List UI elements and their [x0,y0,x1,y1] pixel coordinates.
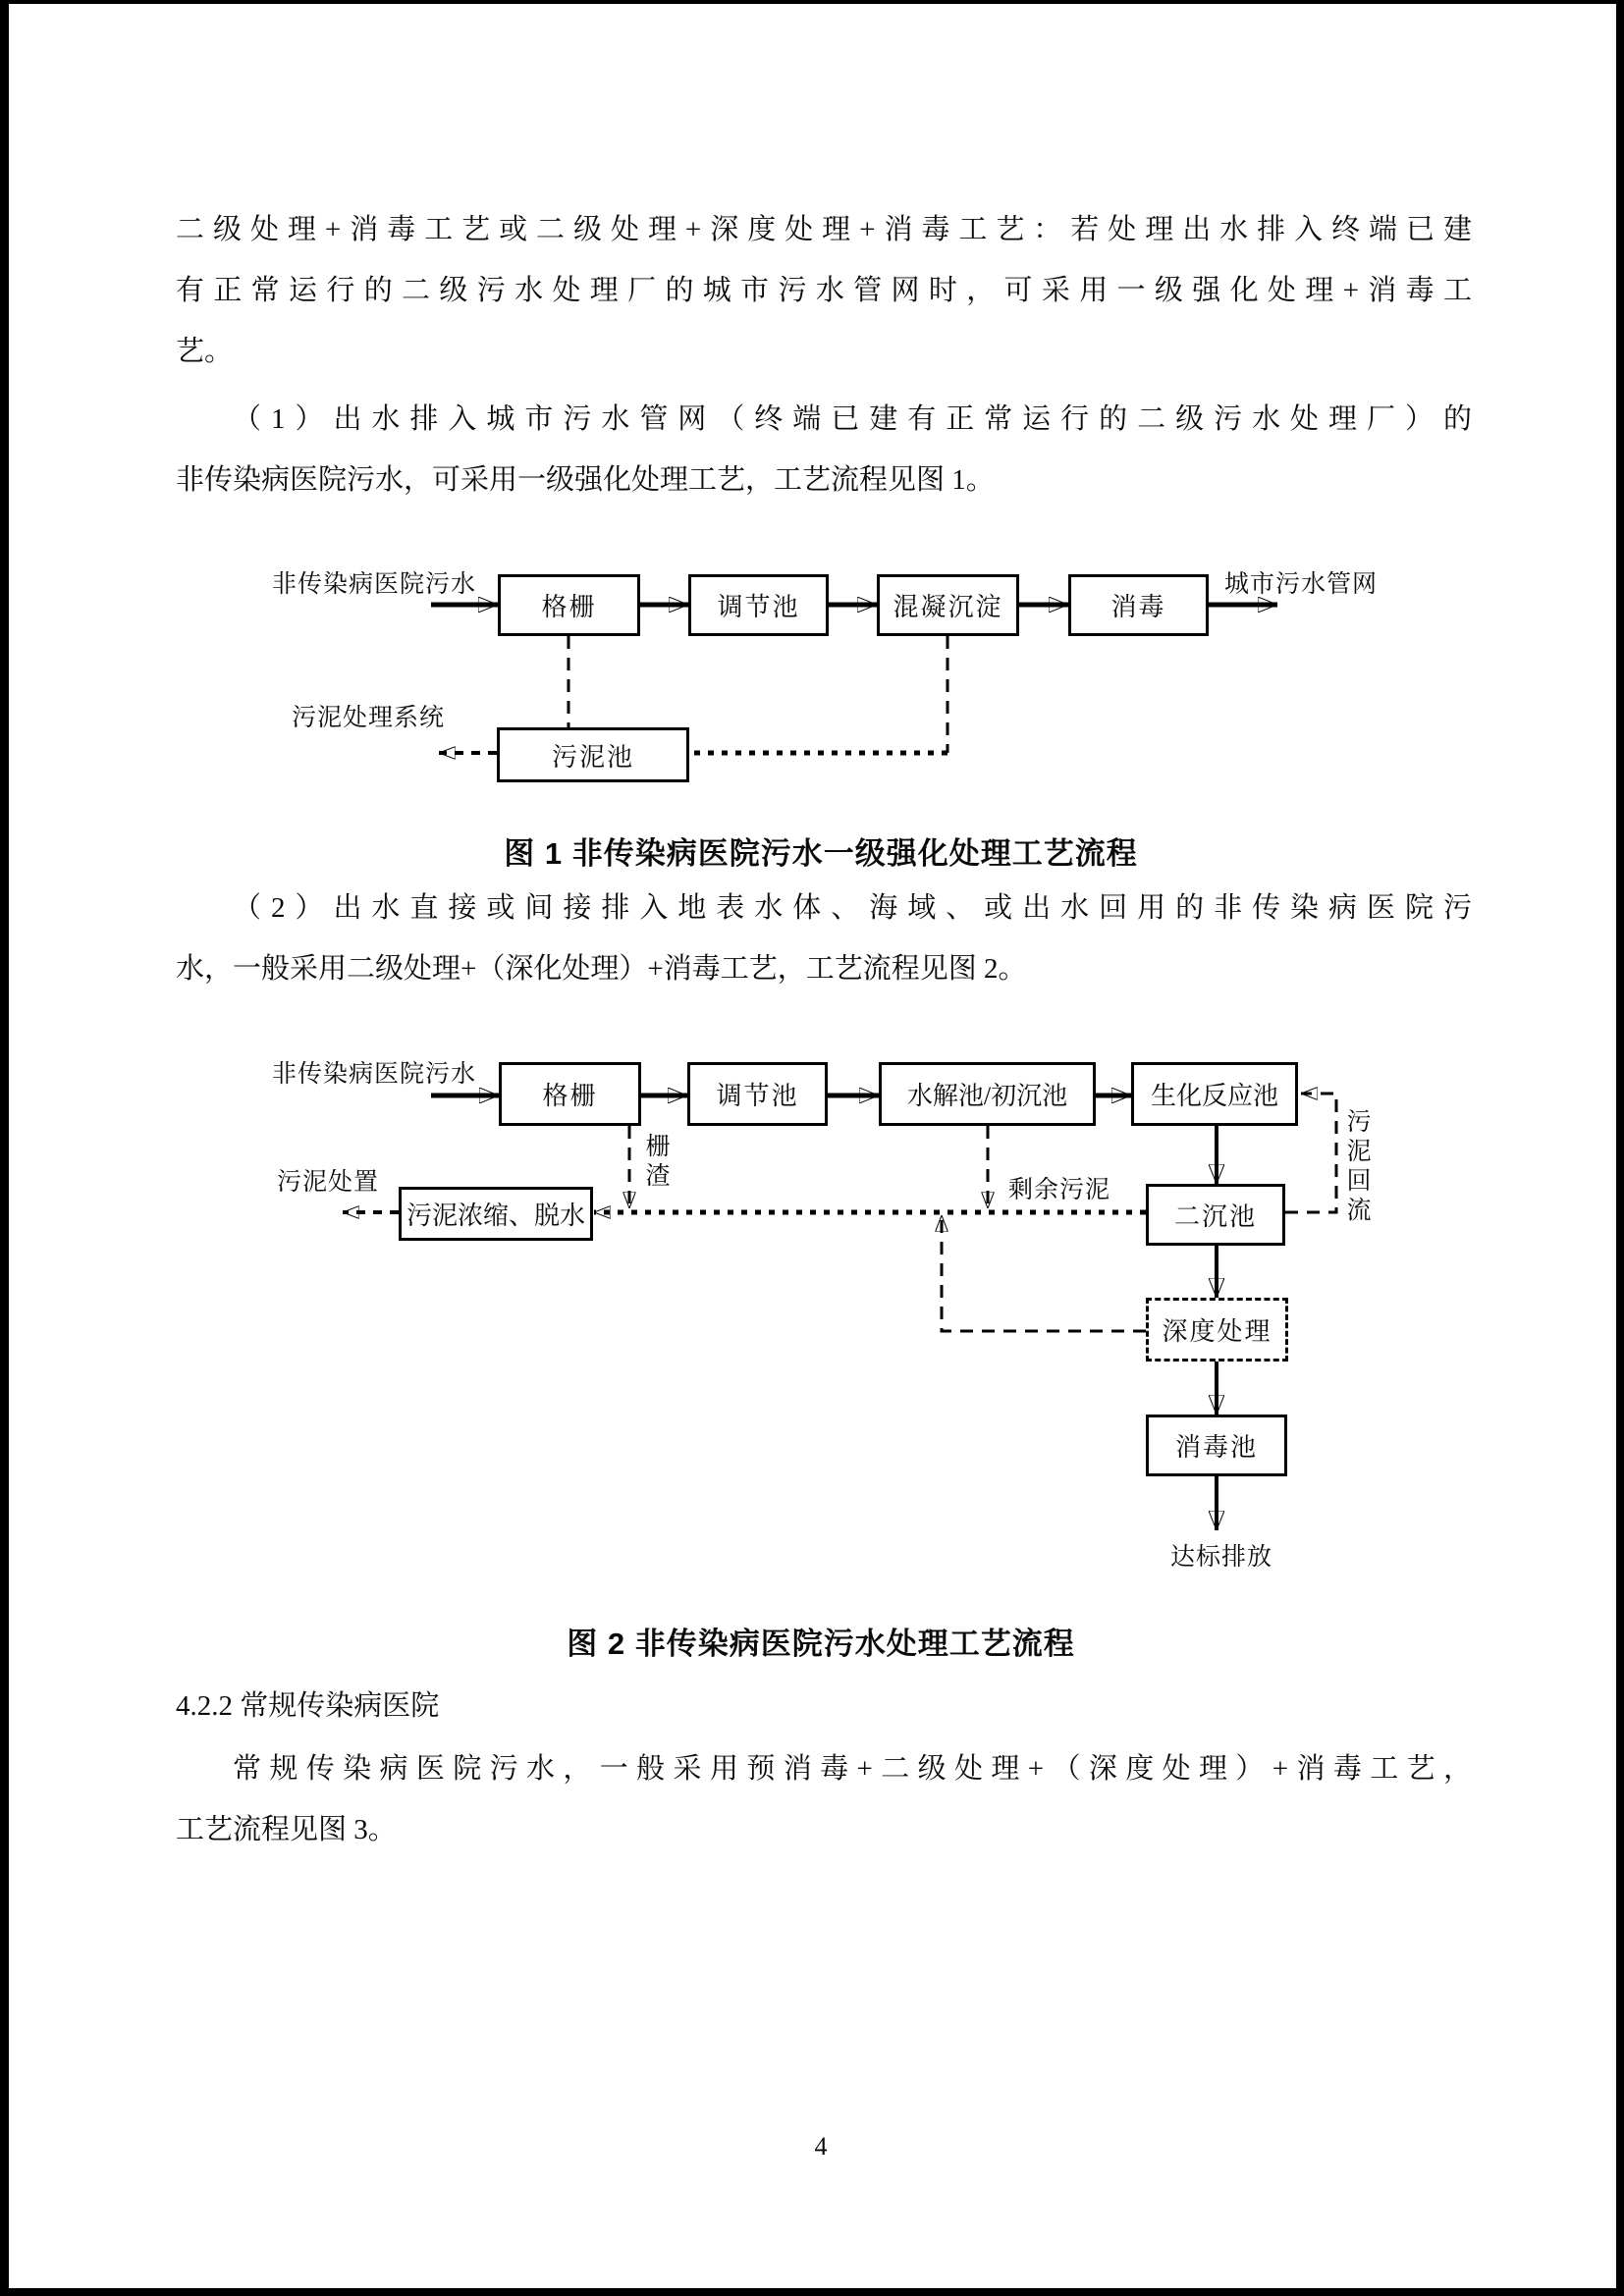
page-number: 4 [814,2132,828,2161]
fig2-excess-sludge-label: 剩余污泥 [1008,1177,1111,1203]
figure-2-flowchart [9,1035,1624,1570]
body-line: 非传染病医院污水，可采用一级强化处理工艺，工艺流程见图 1。 [176,464,995,496]
figure-1-caption: 图 1 非传染病医院污水一级强化处理工艺流程 [504,836,1138,871]
body-line: 常规传染病医院污水，一般采用预消毒+二级处理+（深度处理）+消毒工艺， [233,1753,1472,1785]
fig1-box-regulating: 调节池 [688,574,829,636]
body-line: 二级处理+消毒工艺或二级处理+深度处理+消毒工艺：若处理出水排入终端已建 [176,214,1472,245]
fig2-sludge-return-label: 污泥回流 [1343,1108,1370,1226]
fig2-box-regulating: 调节池 [687,1062,828,1126]
fig1-sink-label: 城市污水管网 [1224,571,1379,598]
fig2-box-hydrolysis: 水解池/初沉池 [879,1062,1096,1126]
fig2-grille-residue-label: 栅渣 [642,1133,669,1192]
section-heading-4-2-2: 4.2.2 常规传染病医院 [176,1690,440,1722]
fig2-box-disinfect-tank: 消毒池 [1146,1415,1287,1476]
fig1-box-disinfect: 消毒 [1068,574,1209,636]
fig2-box-advanced-treatment: 深度处理 [1146,1298,1288,1362]
body-line: 水，一般采用二级处理+（深化处理）+消毒工艺，工艺流程见图 2。 [176,953,1027,985]
body-line: （1）出水排入城市污水管网（终端已建有正常运行的二级污水处理厂）的 [233,403,1472,435]
fig1-box-grille: 格栅 [498,574,640,636]
body-line: （2）出水直接或间接排入地表水体、海域、或出水回用的非传染病医院污 [233,892,1472,924]
body-line: 工艺流程见图 3。 [176,1814,397,1845]
figure-2-caption: 图 2 非传染病医院污水处理工艺流程 [567,1627,1075,1661]
fig2-box-grille: 格栅 [499,1062,641,1126]
fig1-source-label: 非传染病医院污水 [272,571,477,598]
fig2-discharge-label: 达标排放 [1170,1544,1273,1571]
figure-1-flowchart [9,549,1624,799]
fig1-box-coagulation: 混凝沉淀 [877,574,1019,636]
body-line: 有正常运行的二级污水处理厂的城市污水管网时，可采用一级强化处理+消毒工 [176,275,1472,306]
body-line: 艺。 [176,336,234,367]
fig1-sludge-system-label: 污泥处理系统 [292,705,446,731]
fig2-box-sludge-dewater: 污泥浓缩、脱水 [399,1187,593,1241]
fig2-source-label: 非传染病医院污水 [272,1061,477,1088]
fig2-sludge-disposal-label: 污泥处置 [277,1169,380,1196]
fig2-box-secondary-tank: 二沉池 [1146,1184,1285,1246]
fig1-box-sludge-tank: 污泥池 [497,727,689,782]
line-advanced-to-sludge [942,1215,1146,1331]
fig2-box-bioreactor: 生化反应池 [1131,1062,1298,1126]
